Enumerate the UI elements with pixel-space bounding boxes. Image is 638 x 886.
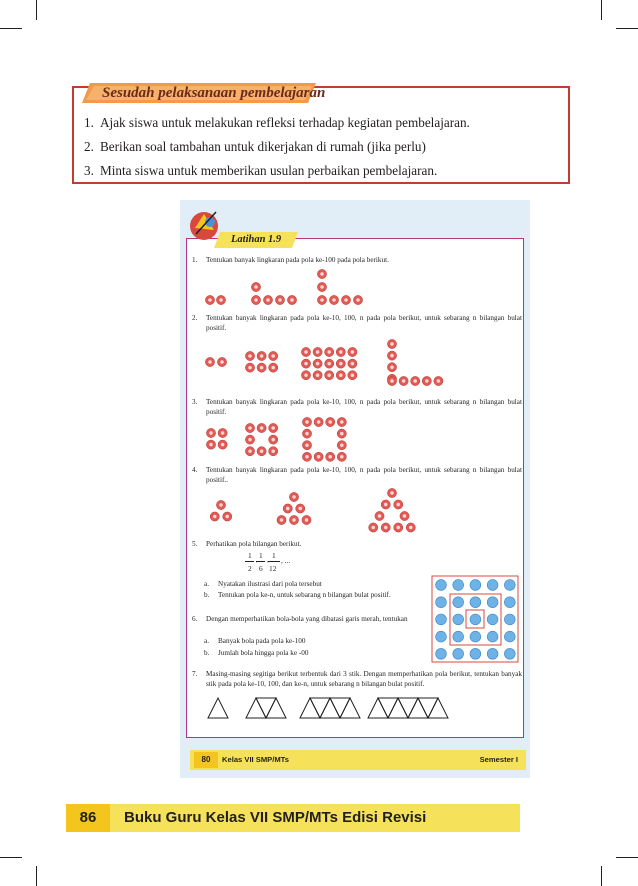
pattern-ball — [205, 295, 214, 304]
pattern-ball — [301, 359, 310, 368]
pattern-ball — [269, 435, 278, 444]
stick-triangle — [246, 698, 266, 718]
pattern-ball — [275, 295, 284, 304]
pattern-ball — [313, 359, 322, 368]
pattern-ball — [205, 357, 214, 366]
stick-triangle — [300, 698, 320, 718]
pattern-ball — [296, 504, 305, 513]
blue-ball — [470, 648, 481, 659]
pattern-ball — [302, 417, 311, 426]
pattern-ball — [387, 351, 396, 360]
pattern-ball — [325, 359, 334, 368]
list-item: 3. Minta siswa untuk memberikan usulan perbaikan pembelajaran. — [84, 163, 438, 178]
pattern-ball — [251, 295, 260, 304]
stick-triangle — [418, 698, 438, 718]
blue-ball — [436, 631, 447, 642]
stick-triangle — [398, 698, 418, 718]
pattern-ball — [325, 347, 334, 356]
pattern-ball — [381, 523, 390, 532]
pattern-ball — [223, 512, 232, 521]
blue-ball — [470, 580, 481, 591]
blue-ball — [453, 648, 464, 659]
stick-triangle — [256, 698, 276, 718]
pattern-ball — [375, 511, 384, 520]
pattern-ball — [302, 429, 311, 438]
pattern-ball — [257, 423, 266, 432]
latihan-title: Latihan 1.9 — [231, 234, 282, 245]
blue-ball — [504, 648, 515, 659]
pattern-ball — [245, 423, 254, 432]
pattern-ball — [245, 447, 254, 456]
pattern-ball — [348, 371, 357, 380]
blue-ball — [504, 631, 515, 642]
pattern-ball — [257, 363, 266, 372]
pattern-ball — [353, 295, 362, 304]
pattern-ball — [406, 523, 415, 532]
blue-ball — [453, 614, 464, 625]
pattern-ball — [245, 363, 254, 372]
pattern-ball — [369, 523, 378, 532]
stick-triangle — [266, 698, 286, 718]
pattern-ball — [301, 347, 310, 356]
page-number: 86 — [66, 804, 110, 832]
blue-ball — [470, 597, 481, 608]
pattern-ball — [302, 441, 311, 450]
pattern-ball — [337, 441, 346, 450]
pattern-ball — [434, 376, 443, 385]
pattern-ball — [313, 347, 322, 356]
pattern-ball — [218, 428, 227, 437]
pattern-ball — [341, 295, 350, 304]
pattern-ball — [269, 351, 278, 360]
list-item: 2. Berikan soal tambahan untuk dikerjakan di rumah (jika perlu) — [84, 139, 426, 154]
pattern-ball — [245, 351, 254, 360]
pattern-ball — [387, 376, 396, 385]
inner-page-number: 80 — [194, 752, 218, 768]
inner-footer-right: Semester I — [479, 755, 518, 764]
blue-ball — [487, 648, 498, 659]
pattern-ball — [337, 429, 346, 438]
blue-ball — [436, 648, 447, 659]
pattern-ball — [387, 363, 396, 372]
stick-triangle — [378, 698, 398, 718]
pattern-ball — [317, 295, 326, 304]
inner-footer — [190, 750, 526, 770]
pattern-ball — [326, 452, 335, 461]
pattern-ball — [217, 357, 226, 366]
page-footer-title: Buku Guru Kelas VII SMP/MTs Edisi Revisi — [124, 809, 427, 826]
pattern-ball — [287, 295, 296, 304]
pattern-ball — [206, 440, 215, 449]
stick-triangle — [208, 698, 228, 718]
blue-ball — [453, 597, 464, 608]
pattern-ball — [337, 417, 346, 426]
pattern-ball — [387, 488, 396, 497]
stick-triangle — [408, 698, 428, 718]
blue-ball — [487, 631, 498, 642]
stick-triangle — [330, 698, 350, 718]
pattern-ball — [411, 376, 420, 385]
pattern-ball — [336, 371, 345, 380]
pattern-ball — [422, 376, 431, 385]
pattern-ball — [257, 447, 266, 456]
blue-ball — [470, 631, 481, 642]
pattern-ball — [289, 515, 298, 524]
pattern-ball — [216, 295, 225, 304]
pattern-ball — [269, 423, 278, 432]
pattern-ball — [336, 347, 345, 356]
blue-ball — [487, 580, 498, 591]
pattern-ball — [206, 428, 215, 437]
pattern-ball — [302, 452, 311, 461]
stick-triangle — [320, 698, 340, 718]
pattern-ball — [257, 351, 266, 360]
blue-ball — [453, 580, 464, 591]
blue-ball — [504, 580, 515, 591]
stick-triangle — [428, 698, 448, 718]
blue-ball — [453, 631, 464, 642]
inner-footer-left: Kelas VII SMP/MTs — [222, 755, 289, 764]
pattern-ball — [245, 435, 254, 444]
pattern-ball — [301, 371, 310, 380]
list-item: 1. Ajak siswa untuk melakukan refleksi terhadap kegiatan pembelajaran. — [84, 115, 470, 130]
blue-ball — [436, 597, 447, 608]
blue-ball — [504, 597, 515, 608]
blue-ball — [504, 614, 515, 625]
pattern-ball — [317, 282, 326, 291]
section-header-label: Sesudah pelaksanaan pembelajaran — [102, 85, 326, 101]
pattern-ball — [269, 447, 278, 456]
pattern-ball — [317, 269, 326, 278]
pattern-ball — [314, 417, 323, 426]
blue-ball — [436, 580, 447, 591]
pattern-ball — [337, 452, 346, 461]
pattern-ball — [329, 295, 338, 304]
pattern-ball — [283, 504, 292, 513]
stick-triangle — [388, 698, 408, 718]
pattern-ball — [348, 359, 357, 368]
pattern-ball — [216, 500, 225, 509]
pattern-ball — [394, 500, 403, 509]
blue-ball — [470, 614, 481, 625]
blue-ball — [487, 597, 498, 608]
page-footer — [66, 804, 520, 832]
pattern-ball — [394, 523, 403, 532]
pattern-ball — [251, 282, 260, 291]
pattern-ball — [399, 376, 408, 385]
pattern-ball — [289, 492, 298, 501]
pattern-ball — [326, 417, 335, 426]
pattern-ball — [269, 363, 278, 372]
pattern-ball — [218, 440, 227, 449]
pattern-ball — [325, 371, 334, 380]
pattern-ball — [336, 359, 345, 368]
pattern-ball — [348, 347, 357, 356]
pattern-ball — [381, 500, 390, 509]
pattern-ball — [400, 511, 409, 520]
pattern-ball — [210, 512, 219, 521]
blue-ball — [487, 614, 498, 625]
pattern-ball — [387, 339, 396, 348]
pattern-ball — [263, 295, 272, 304]
blue-ball — [436, 614, 447, 625]
stick-triangle — [340, 698, 360, 718]
pattern-ball — [277, 515, 286, 524]
pattern-ball — [313, 371, 322, 380]
pattern-ball — [314, 452, 323, 461]
stick-triangle — [310, 698, 330, 718]
pattern-ball — [302, 515, 311, 524]
stick-triangle — [368, 698, 388, 718]
